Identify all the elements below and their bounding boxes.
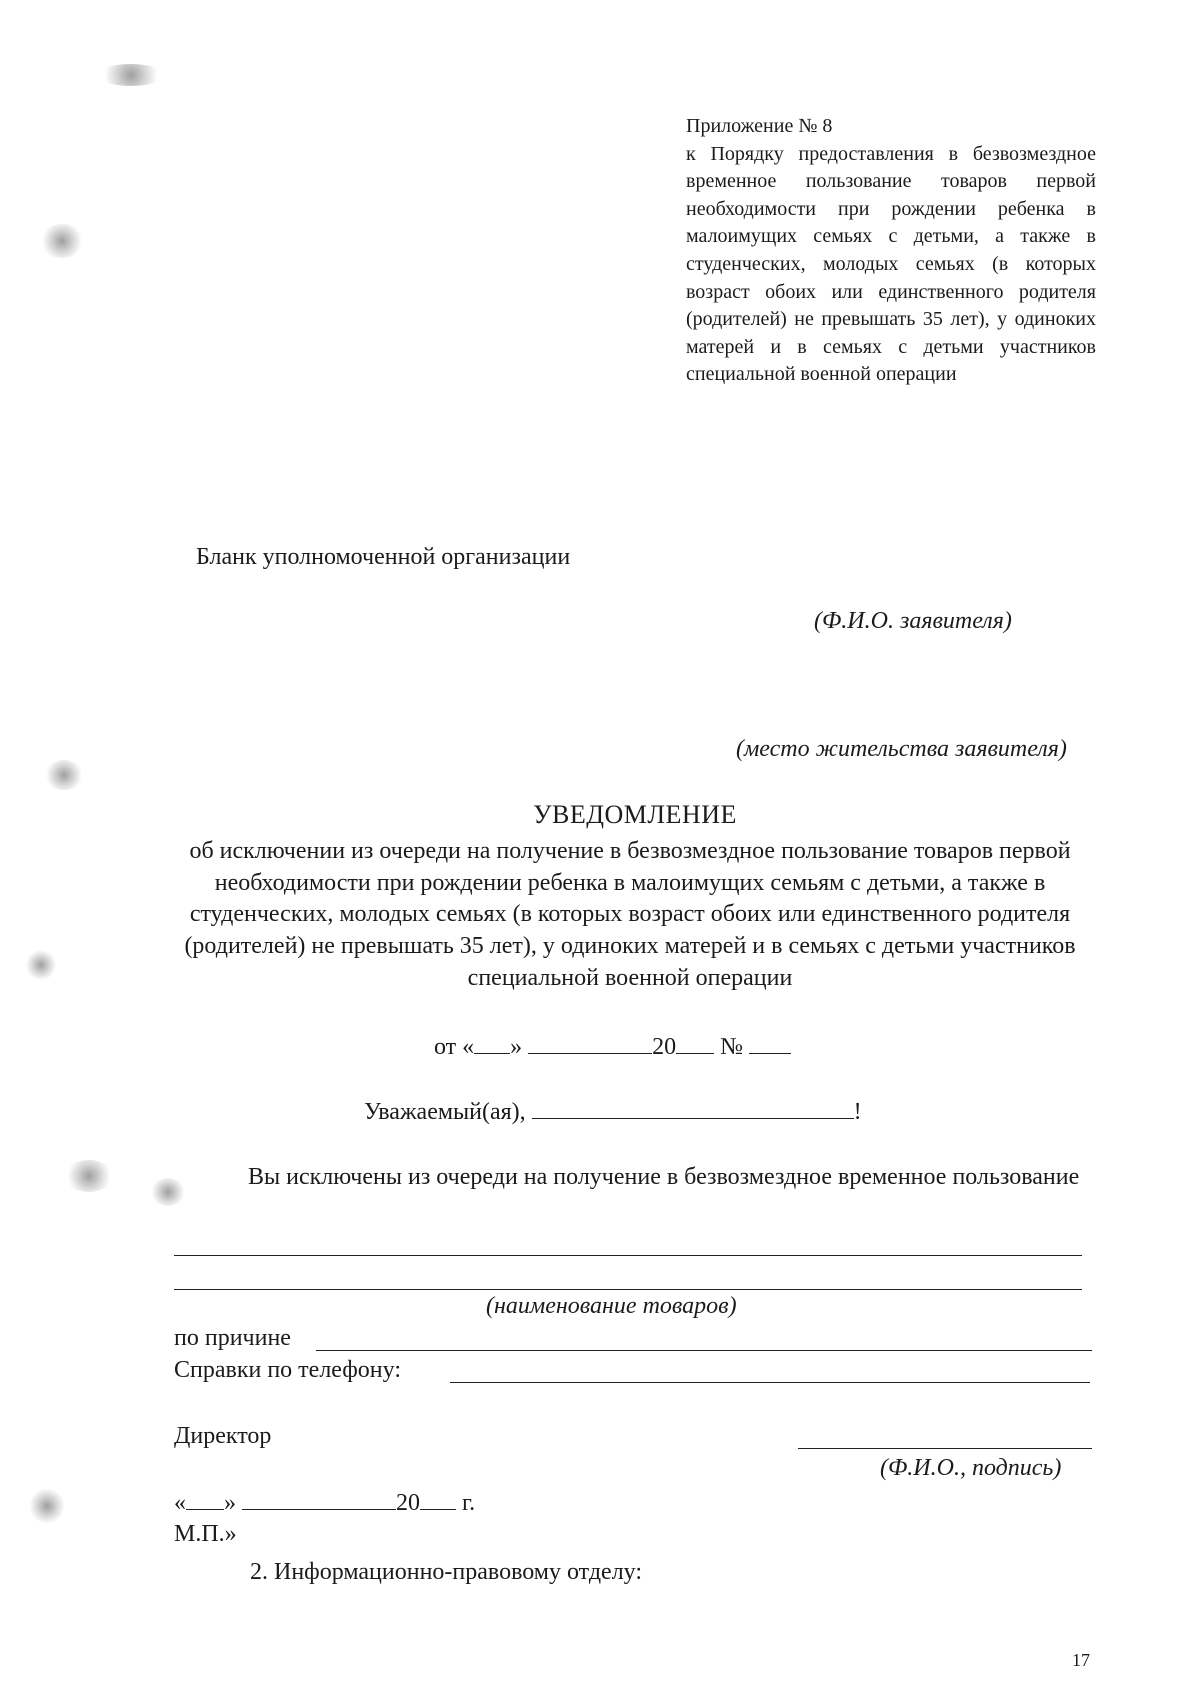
sig-date-year: 20 [396,1490,420,1516]
scan-speck [44,760,84,790]
exclusion-body-text: Вы исключены из очереди на получение в безвозмездное временное пользование [248,1164,1080,1190]
month-blank [528,1033,652,1054]
scan-speck [30,1488,64,1524]
signature-line [798,1448,1092,1449]
sig-date-close: » [224,1490,236,1516]
scan-speck [40,224,84,258]
number-blank [749,1033,791,1054]
sig-day-blank [186,1489,224,1510]
notice-title: УВЕДОМЛЕНИЕ [533,800,737,829]
greeting-line [364,1098,862,1126]
year-blank [676,1033,714,1054]
stamp-label: М.П.» [174,1521,237,1547]
date-prefix: от « [434,1034,475,1060]
notice-date-line [434,1033,791,1061]
page-number: 17 [1072,1650,1090,1670]
date-mid: » [510,1034,523,1060]
appendix-block [686,113,1096,389]
phone-line [450,1382,1090,1383]
signature-hint: (Ф.И.О., подпись) [880,1455,1062,1481]
appendix-title: Приложение № 8 [686,115,833,137]
scan-speck [96,64,166,86]
goods-line-1 [174,1255,1082,1256]
goods-line-2 [174,1289,1082,1290]
reason-line [316,1350,1092,1351]
appendix-body: к Порядку предоставления в безвозмездное временное пользование товаров первой необходимости при рождении ребенка в малоимущих семьях с детьми, а также в студенческих, молодых семьях (в которых возраст обоих или единственного родителя (родителей) не превышать 35 лет), у одиноких матерей и в семьях с детьми участников специальной военной операции [686,142,1096,386]
sig-date-open: « [174,1490,186,1516]
signature-date-line [174,1489,475,1517]
applicant-address-hint: (место жительства заявителя) [736,736,1067,762]
number-sign: № [720,1034,744,1060]
date-year: 20 [652,1034,677,1060]
scan-speck [26,950,56,980]
day-blank [474,1033,510,1054]
notice-subtitle: об исключении из очереди на получение в безвозмездное пользование товаров первой необходимости при рождении ребенка в малоимущих семьям с детьми, а также в студенческих, молодых семьях (в которых возраст обоих или единственного родителя (родителей) не превышать 35 лет), у одиноких матерей и в семьях с детьми участников специальной военной операции [184,838,1076,991]
sig-year-suffix: г. [462,1490,476,1516]
director-label: Директор [174,1423,272,1449]
applicant-name-hint: (Ф.И.О. заявителя) [814,608,1012,634]
sig-month-blank [242,1489,396,1510]
reason-label: по причине [174,1325,291,1351]
greeting-text: Уважаемый(ая), [364,1099,526,1125]
greeting-end: ! [853,1099,862,1125]
goods-name-hint: (наименование товаров) [486,1293,737,1319]
distribution-item: 2. Информационно-правовому отделу: [250,1559,643,1585]
scan-speck [64,1160,114,1192]
sig-year-blank [420,1489,456,1510]
phone-label: Справки по телефону: [174,1357,401,1383]
organization-letterhead-label: Бланк уполномоченной организации [196,544,571,570]
recipient-name-blank [532,1098,854,1119]
